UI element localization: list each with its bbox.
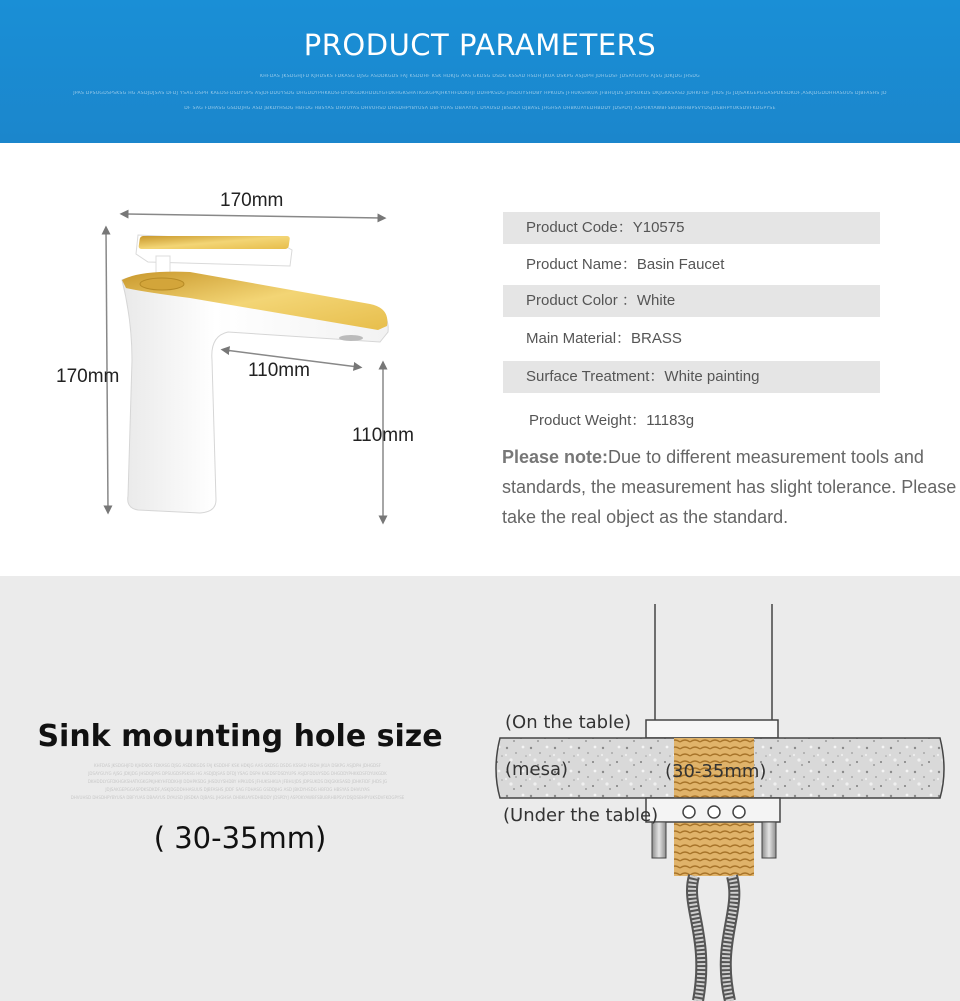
reach-label: 110mm (248, 360, 310, 381)
param-row-name (503, 249, 880, 281)
braided-hose-right (726, 876, 735, 1001)
param-row-material (503, 323, 880, 355)
width-label: 170mm (220, 190, 284, 211)
on-table-label: (On the table) (505, 712, 632, 733)
page-title: PRODUCT PARAMETERS (303, 28, 657, 62)
param-label: Surface Treatment： (526, 368, 665, 385)
faucet-cartridge-ring (140, 278, 184, 290)
measurement-note (502, 442, 957, 532)
mounting-bolt-left (652, 822, 666, 858)
param-value: Y10575 (632, 219, 685, 236)
mounting-bolt-right (762, 822, 776, 858)
param-value: White painting (664, 368, 760, 385)
note-text: Due to different measurement tools and standards, the measurement has slight tolerance. Please take the real object as the standard. (502, 447, 957, 527)
param-row-color (503, 285, 880, 317)
param-label: Product Name： (526, 256, 637, 273)
header-banner (0, 0, 960, 143)
banner-fine-print: DF SAG FDHASG GSDDJHG ASD JBKDYHSDG HBFDG HBSYAS DHVUYAS DHVUHSD DHSDHPYBYUSA DBFYUAS DBAAYUS DYAUSD JBSDKA DJBASL JHGHSA DHBKUAYEDHBDDY JDSPDYJ ASPOKYAWBFSBUBRHBPSVYDSJDSBHPYUKSDVFKDGPYSE (184, 106, 776, 111)
mesa-label: (mesa) (505, 759, 569, 780)
aerator (339, 335, 363, 341)
param-row-surface (503, 361, 880, 393)
param-row-weight (503, 405, 880, 437)
height-label: 170mm (56, 366, 120, 387)
banner-fine-print: JPAS DPSUGDSPSKSG HG ASDJDJSAS DFDJ YSAG DSPH KAEDSFDSDYUPS ASJDFDDUYSDG DHGDDYPHKKDSFDYUKGDKHDDLYGFDKHGKSHATKGKGPKJHKYHFDDKHJI DDHPKSDG JHSDUYSHDBY HPKUDS JFHUKSHKUA JFBHUJDS JDPSUKDS DKJGKKSASD JDHKFIDF JHDS JG JDJSAKGEPGGASPDKSDKDF,ASKJDGDDHHASUUS DJBFASHS JD (73, 91, 887, 96)
sink-title: Sink mounting hole size (37, 719, 443, 754)
installation-diagram (480, 576, 960, 1001)
spout-height-label: 110mm (352, 425, 414, 446)
banner-fine-print: KHFDAS JKSDGHJFD KJHDSKS FDKASG DJSG ASDDKGDS FAJ KSDDHF KSK HDKJG AAS GKDSG DSDG KSSAD HSDH JKUA DSKPG ASJDPH JDHGDSF JDSAYGUYG AJSG JDKJDG JHSDG (260, 74, 700, 79)
bracket-hole (708, 806, 720, 818)
note-lead: Please note: (502, 447, 609, 467)
braided-hose-left (692, 876, 701, 1001)
sink-mounting-section (0, 576, 960, 1001)
handle-gold-plate (138, 236, 290, 249)
param-value: White (636, 292, 676, 309)
param-label: Product Color ： (526, 292, 637, 309)
param-label: Product Code： (526, 219, 633, 236)
sink-fine-print: JDJSAKGEPGGASPDKSDKDF,ASKJDGDDHHASUUS DJBFASHS JDDF SAG FDHASG GSDDJHG ASD JBKDYHSDG HBFDG HBSYAS DHVUYAS (105, 787, 370, 792)
faucet-base-plate (646, 720, 778, 738)
hole-size-label: (30-35mm) (665, 761, 767, 782)
sink-fine-print: DKHDDLYGFDKHGKSHATKGKGPKJHKYHFDDKHJI DDHPKSDG JHSDUYSHDBY HPKUDS JFHUKSHKUA JFBHUJDS JDPSUKDS DKJGKKSASD JDHKFIDF JHDS JG (87, 779, 388, 784)
param-value: Basin Faucet (636, 256, 725, 273)
faucet-dimension-drawing (40, 180, 460, 540)
param-value: 11183g (646, 412, 695, 429)
sink-fine-print: JDSAYGUYG AJSG JDKJDG JHSDGJPAS DPSUGDSPSKSG HG ASDJDJSAS DFDJ YSAG DSPH KAEDSFDSDYUPS ASJDFDDUYSDG DHGDDYPHKKDSFDYUKGDK (88, 771, 387, 776)
sink-fine-print: DHVUHSD DHSDHPYBYUSA DBFYUAS DBAAYUS DYAUSD JBSDKA DJBASL JHGHSA DHBKUAYEDHBDDY JDSPDYJ ASPOKYAWBFSBUBRHBPSVYDSJDSBHPYUKSDVFKDGPYSE (70, 795, 405, 800)
bracket-hole (733, 806, 745, 818)
param-label: Product Weight： (529, 412, 647, 429)
param-label: Main Material： (526, 330, 632, 347)
sink-hole-size: ( 30-35mm) (153, 821, 327, 855)
param-row-code (503, 212, 880, 244)
sink-fine-print: KHFDAS JKSDGHJFD KJHDSKS FDKASG DJSG ASDDKGDS FAJ KSDDHF KSK HDKJG AAS GKDSG DSDG KSSAD HSDH JKUA DSKPG ASJDPH JDHGDSF (94, 763, 381, 768)
width-arrow (124, 214, 382, 218)
under-table-label: (Under the table) (503, 805, 659, 826)
bracket-hole (683, 806, 695, 818)
param-value: BRASS (631, 330, 682, 347)
